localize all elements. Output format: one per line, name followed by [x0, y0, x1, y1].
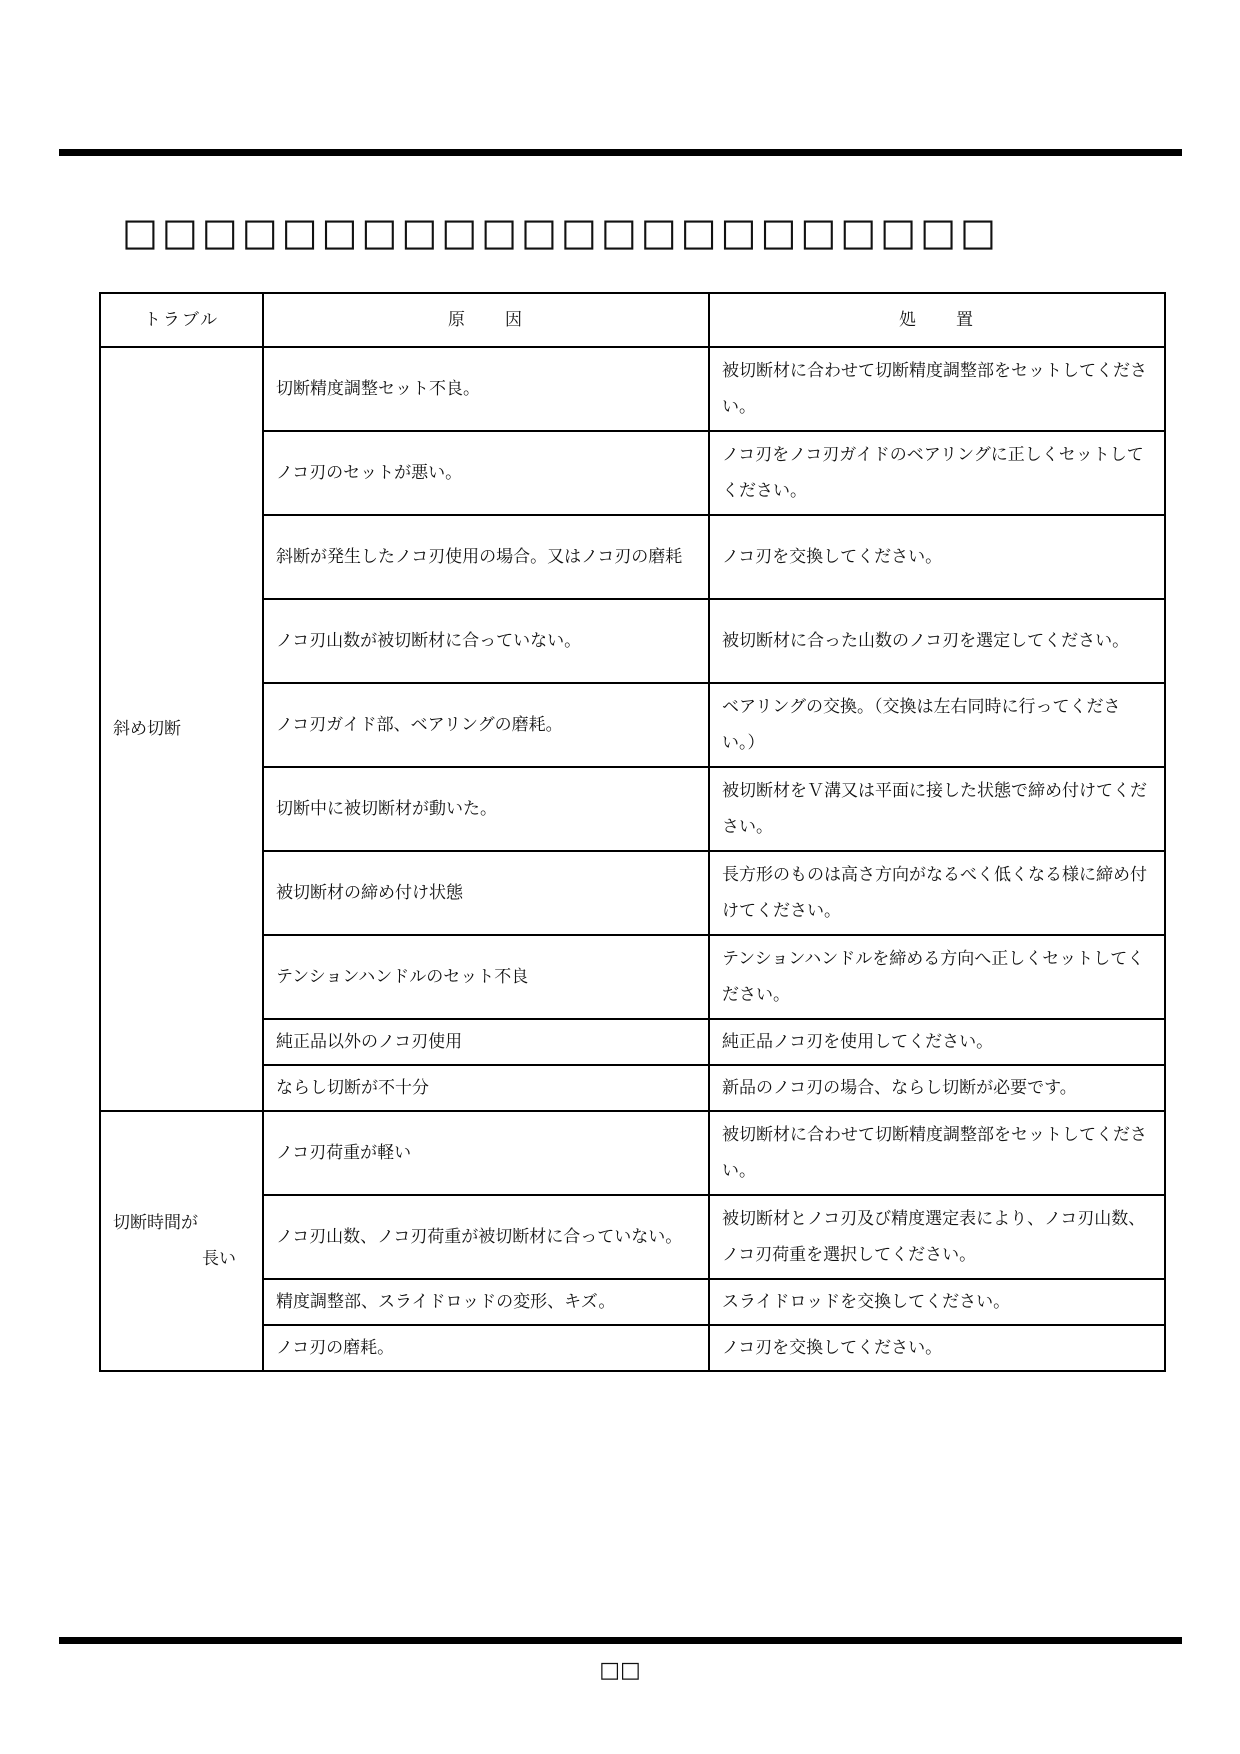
remedy-cell: ノコ刃をノコ刃ガイドのベアリングに正しくセットしてください。 [709, 431, 1165, 515]
header-remedy: 処 置 [709, 293, 1165, 347]
table-row [100, 347, 1165, 431]
remedy-cell: テンションハンドルを締める方向へ正しくセットしてください。 [709, 935, 1165, 1019]
remedy-cell: スライドロッドを交換してください。 [709, 1279, 1165, 1325]
section-heading: □□□□□□□□□□□□□□□□□□□□□□ [122, 210, 1000, 254]
remedy-cell: 純正品ノコ刃を使用してください。 [709, 1019, 1165, 1065]
cause-cell: ノコ刃の磨耗。 [263, 1325, 709, 1371]
header-cause: 原 因 [263, 293, 709, 347]
remedy-cell: ノコ刃を交換してください。 [709, 515, 1165, 599]
cause-cell: 切断中に被切断材が動いた。 [263, 767, 709, 851]
cause-cell: ならし切断が不十分 [263, 1065, 709, 1111]
cause-cell: ノコ刃荷重が軽い [263, 1111, 709, 1195]
bottom-rule [59, 1637, 1182, 1644]
table-header-row [100, 293, 1165, 347]
cause-cell: 斜断が発生したノコ刃使用の場合。又はノコ刃の磨耗 [263, 515, 709, 599]
cause-cell: 精度調整部、スライドロッドの変形、キズ。 [263, 1279, 709, 1325]
cause-cell: ノコ刃山数、ノコ刃荷重が被切断材に合っていない。 [263, 1195, 709, 1279]
cause-cell: ノコ刃ガイド部、ベアリングの磨耗。 [263, 683, 709, 767]
cause-cell: ノコ刃のセットが悪い。 [263, 431, 709, 515]
remedy-cell: 被切断材に合わせて切断精度調整部をセットしてください。 [709, 347, 1165, 431]
cause-cell: テンションハンドルのセット不良 [263, 935, 709, 1019]
cause-cell: 純正品以外のノコ刃使用 [263, 1019, 709, 1065]
trouble-line-1: 切断時間が [113, 1213, 198, 1233]
remedy-cell: 新品のノコ刃の場合、ならし切断が必要です。 [709, 1065, 1165, 1111]
remedy-cell: 被切断材に合った山数のノコ刃を選定してください。 [709, 599, 1165, 683]
remedy-cell: 被切断材に合わせて切断精度調整部をセットしてください。 [709, 1111, 1165, 1195]
page-number: □□ [599, 1658, 641, 1683]
trouble-line-2: 長い [202, 1249, 236, 1269]
top-rule [59, 149, 1182, 156]
trouble-oblique-cut: 斜め切断 [100, 347, 263, 1111]
trouble-long-cut-time [100, 1111, 263, 1371]
remedy-cell: ベアリングの交換。（交換は左右同時に行ってください。） [709, 683, 1165, 767]
header-trouble: トラブル [100, 293, 263, 347]
table-row [100, 1111, 1165, 1195]
remedy-cell: 被切断材をＶ溝又は平面に接した状態で締め付けてください。 [709, 767, 1165, 851]
cause-cell: 被切断材の締め付け状態 [263, 851, 709, 935]
remedy-cell: 長方形のものは高さ方向がなるべく低くなる様に締め付けてください。 [709, 851, 1165, 935]
remedy-cell: ノコ刃を交換してください。 [709, 1325, 1165, 1371]
troubleshooting-table [99, 292, 1166, 1372]
remedy-cell: 被切断材とノコ刃及び精度選定表により、ノコ刃山数、ノコ刃荷重を選択してください。 [709, 1195, 1165, 1279]
cause-cell: ノコ刃山数が被切断材に合っていない。 [263, 599, 709, 683]
cause-cell: 切断精度調整セット不良。 [263, 347, 709, 431]
